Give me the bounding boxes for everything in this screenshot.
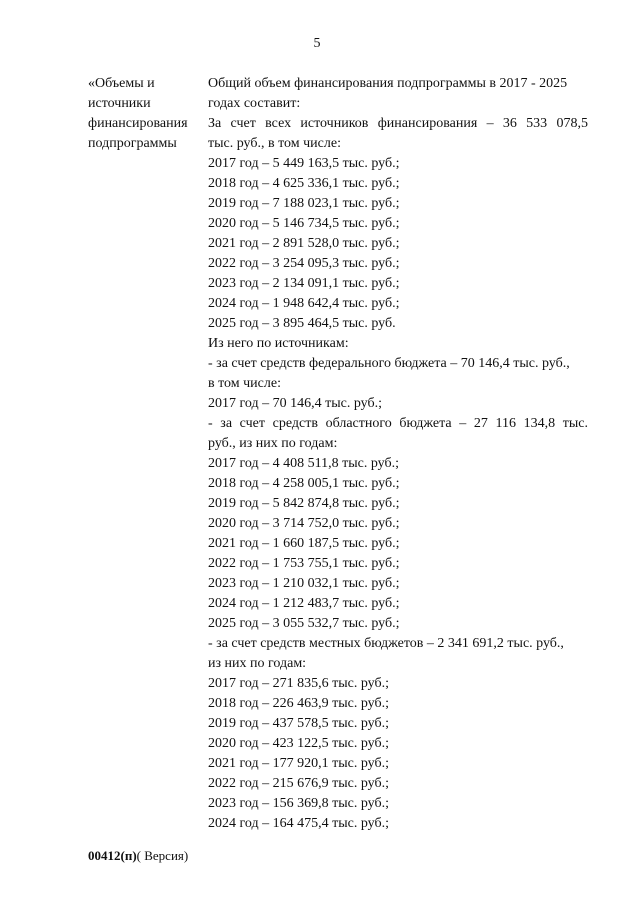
- financing-line: в том числе:: [208, 376, 281, 391]
- financing-line: 2023 год – 156 369,8 тыс. руб.;: [208, 796, 389, 811]
- financing-line: 2017 год – 4 408 511,8 тыс. руб.;: [208, 456, 399, 471]
- financing-line: 2021 год – 2 891 528,0 тыс. руб.;: [208, 236, 400, 251]
- financing-line: - за счет средств областного бюджета – 27 116 134,8 тыс.: [208, 416, 588, 431]
- financing-line: Из него по источникам:: [208, 336, 349, 351]
- financing-line: годах составит:: [208, 96, 301, 111]
- financing-line: 2017 год – 271 835,6 тыс. руб.;: [208, 676, 389, 691]
- financing-line: 2024 год – 1 948 642,4 тыс. руб.;: [208, 296, 400, 311]
- section-label: [88, 74, 200, 154]
- section-label-line: «Объемы и: [88, 76, 155, 91]
- document-version: ( Версия): [136, 848, 189, 863]
- financing-line: из них по годам:: [208, 656, 307, 671]
- financing-line: 2020 год – 3 714 752,0 тыс. руб.;: [208, 516, 400, 531]
- financing-line: 2022 год – 215 676,9 тыс. руб.;: [208, 776, 389, 791]
- financing-line: 2021 год – 177 920,1 тыс. руб.;: [208, 756, 389, 771]
- financing-line: 2019 год – 437 578,5 тыс. руб.;: [208, 716, 389, 731]
- financing-line: 2023 год – 2 134 091,1 тыс. руб.;: [208, 276, 400, 291]
- financing-line: 2025 год – 3 895 464,5 тыс. руб.: [208, 316, 396, 331]
- financing-line: 2020 год – 423 122,5 тыс. руб.;: [208, 736, 389, 751]
- section-label-line: подпрограммы: [88, 136, 177, 151]
- financing-line: 2018 год – 4 258 005,1 тыс. руб.;: [208, 476, 400, 491]
- financing-line: 2021 год – 1 660 187,5 тыс. руб.;: [208, 536, 400, 551]
- financing-line: 2019 год – 5 842 874,8 тыс. руб.;: [208, 496, 400, 511]
- financing-line: 2020 год – 5 146 734,5 тыс. руб.;: [208, 216, 400, 231]
- page-number: 5: [313, 36, 321, 51]
- financing-line: Общий объем финансирования подпрограммы в 2017 - 2025: [208, 76, 568, 91]
- financing-line: 2018 год – 4 625 336,1 тыс. руб.;: [208, 176, 400, 191]
- financing-line: 2022 год – 1 753 755,1 тыс. руб.;: [208, 556, 400, 571]
- section-label-line: источники: [88, 96, 151, 111]
- financing-line: - за счет средств федерального бюджета – 70 146,4 тыс. руб.,: [208, 356, 570, 371]
- financing-line: За счет всех источников финансирования – 36 533 078,5: [208, 116, 588, 131]
- section-label-line: финансирования: [88, 116, 188, 131]
- financing-line: 2023 год – 1 210 032,1 тыс. руб.;: [208, 576, 400, 591]
- financing-line: 2018 год – 226 463,9 тыс. руб.;: [208, 696, 389, 711]
- financing-line: - за счет средств местных бюджетов – 2 341 691,2 тыс. руб.,: [208, 636, 564, 651]
- financing-line: руб., из них по годам:: [208, 436, 338, 451]
- document-footer: [88, 848, 188, 864]
- financing-line: 2022 год – 3 254 095,3 тыс. руб.;: [208, 256, 400, 271]
- financing-line: 2025 год – 3 055 532,7 тыс. руб.;: [208, 616, 400, 631]
- financing-line: 2017 год – 5 449 163,5 тыс. руб.;: [208, 156, 400, 171]
- financing-line: 2024 год – 164 475,4 тыс. руб.;: [208, 816, 389, 831]
- financing-line: тыс. руб., в том числе:: [208, 136, 341, 151]
- document-code: 00412(п): [88, 848, 137, 863]
- financing-line: 2017 год – 70 146,4 тыс. руб.;: [208, 396, 382, 411]
- financing-line: 2024 год – 1 212 483,7 тыс. руб.;: [208, 596, 400, 611]
- financing-content: [208, 74, 588, 834]
- financing-line: 2019 год – 7 188 023,1 тыс. руб.;: [208, 196, 400, 211]
